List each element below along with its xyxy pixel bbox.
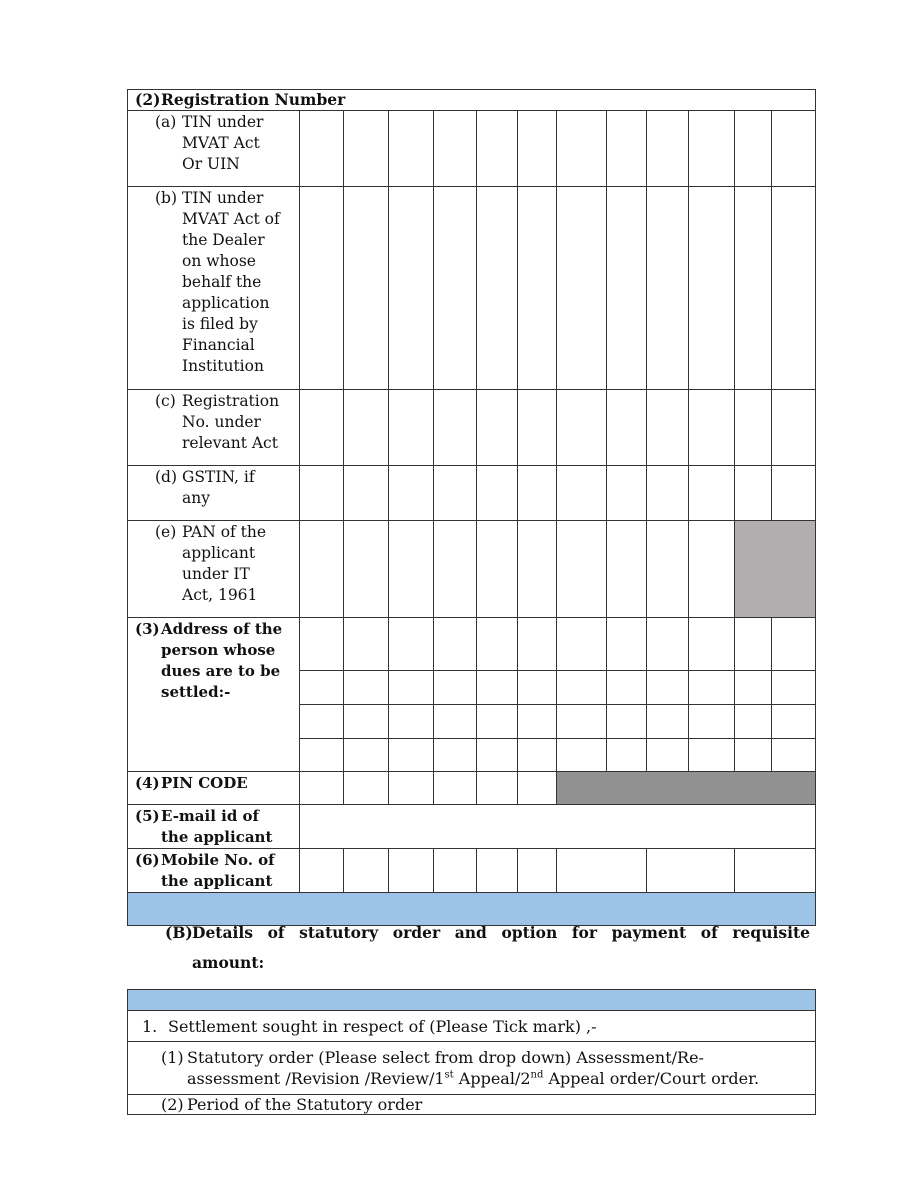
registration-no-char-box[interactable] (607, 390, 647, 466)
gstin-char-box[interactable] (300, 466, 344, 521)
address-char-box[interactable] (389, 671, 434, 705)
pan-char-box[interactable] (433, 521, 477, 618)
field-label-line: on whose (182, 252, 256, 270)
field-number: (a) (155, 113, 177, 131)
tin-mvat-uin-char-box[interactable] (477, 111, 518, 187)
field-label-line: applicant (182, 544, 256, 562)
field-label-line: No. under (182, 413, 261, 431)
tin-mvat-uin-char-box[interactable] (389, 111, 434, 187)
label-gstin (128, 466, 300, 521)
tin-mvat-uin-char-box[interactable] (300, 111, 344, 187)
address-char-box[interactable] (343, 671, 389, 705)
address-char-box[interactable] (646, 705, 689, 739)
field-label-line: under IT (182, 565, 250, 583)
field-label (135, 187, 295, 377)
pan-char-box[interactable] (557, 521, 607, 618)
field-label-line: Act, 1961 (182, 586, 258, 604)
label-mobile (128, 849, 300, 893)
address-char-box[interactable] (772, 618, 816, 671)
section-b-title-continuation: amount: (192, 953, 265, 972)
tin-dealer-char-box[interactable] (300, 187, 344, 390)
mobile-digit-box[interactable] (646, 849, 734, 893)
address-char-box[interactable] (689, 705, 735, 739)
field-label-line: the applicant (161, 872, 273, 890)
field-number: (d) (155, 468, 178, 486)
address-char-box[interactable] (517, 705, 557, 739)
tin-mvat-uin-char-box[interactable] (646, 111, 689, 187)
tin-dealer-char-box[interactable] (343, 187, 389, 390)
pin-code-digit-box[interactable] (343, 772, 389, 805)
gstin-char-box[interactable] (646, 466, 689, 521)
field-label-line: GSTIN, if (182, 468, 255, 486)
tin-dealer-char-box[interactable] (477, 187, 518, 390)
field-label-line: Mobile No. of (161, 851, 275, 869)
statutory-order-table (127, 989, 816, 1115)
pan-char-box[interactable] (646, 521, 689, 618)
gstin-char-box[interactable] (389, 466, 434, 521)
gstin-char-box[interactable] (772, 466, 816, 521)
address-char-box[interactable] (734, 618, 771, 671)
mobile-digit-box[interactable] (343, 849, 389, 893)
field-label-text (182, 112, 295, 175)
address-char-box[interactable] (433, 671, 477, 705)
tin-dealer-char-box[interactable] (607, 187, 647, 390)
address-char-box[interactable] (646, 618, 689, 671)
address-char-box[interactable] (477, 618, 518, 671)
tin-mvat-uin-char-box[interactable] (607, 111, 647, 187)
pan-char-box[interactable] (517, 521, 557, 618)
field-label-line: the Dealer (182, 231, 265, 249)
address-char-box[interactable] (433, 618, 477, 671)
period-of-order-cell[interactable] (128, 1095, 816, 1115)
gstin-char-box[interactable] (689, 466, 735, 521)
pan-char-box[interactable] (477, 521, 518, 618)
field-label (135, 466, 295, 509)
mobile-digit-box[interactable] (734, 849, 815, 893)
label-pan (128, 521, 300, 618)
field-label-line: any (182, 489, 210, 507)
field-label (135, 521, 295, 606)
pin-code-row (128, 772, 816, 805)
tin-mvat-uin-char-box[interactable] (689, 111, 735, 187)
field-label-text (161, 619, 295, 703)
field-number: (c) (155, 392, 176, 410)
address-char-box[interactable] (433, 705, 477, 739)
mobile-digit-box[interactable] (477, 849, 518, 893)
address-char-box[interactable] (734, 705, 771, 739)
registration-no-char-box[interactable] (517, 390, 557, 466)
address-char-box[interactable] (300, 705, 344, 739)
field-label-line: dues are to be (161, 662, 281, 680)
gstin-char-box[interactable] (607, 466, 647, 521)
registration-no-char-box[interactable] (557, 390, 607, 466)
field-number: (3) (135, 620, 160, 638)
pan-char-box[interactable] (689, 521, 735, 618)
address-char-box[interactable] (607, 705, 647, 739)
field-label-text (182, 188, 295, 377)
statutory-order-label (187, 1047, 759, 1089)
address-char-box[interactable] (646, 671, 689, 705)
field-label-line: Institution (182, 357, 264, 375)
gstin-char-box[interactable] (557, 466, 607, 521)
tin-dealer-char-box[interactable] (389, 187, 434, 390)
field-label-text: PIN CODE (161, 774, 248, 792)
address-row (128, 618, 816, 671)
registration-no-char-box[interactable] (734, 390, 771, 466)
section-b-number: (B) (165, 923, 193, 942)
address-char-box[interactable] (343, 739, 389, 772)
field-label-line: TIN under (182, 189, 264, 207)
address-char-box[interactable] (689, 618, 735, 671)
address-char-box[interactable] (300, 618, 344, 671)
registration-no-char-box[interactable] (772, 390, 816, 466)
statutory-order-line1: Statutory order (Please select from drop down) Assessment/Re- (187, 1048, 704, 1067)
address-char-box[interactable] (300, 671, 344, 705)
label-email (128, 805, 300, 849)
label-pin-code (128, 772, 300, 805)
mobile-row (128, 849, 816, 893)
registration-row-tin-dealer (128, 187, 816, 390)
address-char-box[interactable] (772, 705, 816, 739)
mobile-digit-box[interactable] (557, 849, 646, 893)
field-label (135, 618, 295, 703)
field-label-line: person whose (161, 641, 276, 659)
tin-dealer-char-box[interactable] (517, 187, 557, 390)
statutory-order-line2-b: Appeal/2 (453, 1069, 531, 1088)
pan-char-box[interactable] (389, 521, 434, 618)
field-label-text (161, 806, 295, 848)
address-char-box[interactable] (389, 705, 434, 739)
registration-no-char-box[interactable] (389, 390, 434, 466)
field-label (135, 772, 295, 794)
tin-dealer-char-box[interactable] (433, 187, 477, 390)
registration-no-char-box[interactable] (343, 390, 389, 466)
tin-dealer-char-box[interactable] (689, 187, 735, 390)
field-label-line: behalf the (182, 273, 262, 291)
gstin-char-box[interactable] (517, 466, 557, 521)
gstin-char-box[interactable] (343, 466, 389, 521)
field-label-line: Registration (182, 392, 280, 410)
item-number: 1. (142, 1017, 158, 1036)
address-char-box[interactable] (477, 671, 518, 705)
field-label-text (182, 467, 295, 509)
field-label-line: settled:- (161, 683, 231, 701)
registration-no-char-box[interactable] (689, 390, 735, 466)
field-number: (e) (155, 523, 177, 541)
label-registration-no (128, 390, 300, 466)
address-char-box[interactable] (557, 618, 607, 671)
label-address (128, 618, 300, 772)
field-label-line: MVAT Act (182, 134, 260, 152)
field-label-text (161, 850, 295, 892)
address-char-box[interactable] (433, 739, 477, 772)
section-b-title: Details of statutory order and option for payment of requisite (192, 923, 810, 942)
field-number: (5) (135, 807, 160, 825)
registration-row-pan (128, 521, 816, 618)
statutory-table-header-band (128, 990, 816, 1011)
gstin-char-box[interactable] (477, 466, 518, 521)
address-char-box[interactable] (343, 705, 389, 739)
address-char-box[interactable] (607, 618, 647, 671)
pin-code-digit-box[interactable] (433, 772, 477, 805)
field-label-line: relevant Act (182, 434, 278, 452)
field-number: (b) (155, 189, 178, 207)
pan-char-box[interactable] (343, 521, 389, 618)
field-label-line: PAN of the (182, 523, 267, 541)
field-label-line: is filed by (182, 315, 258, 333)
tin-mvat-uin-char-box[interactable] (343, 111, 389, 187)
registration-number-header (128, 90, 816, 111)
statutory-order-line2-a: assessment /Revision /Review/1 (187, 1069, 445, 1088)
section-b-heading (165, 918, 810, 978)
tin-mvat-uin-char-box[interactable] (734, 111, 771, 187)
address-char-box[interactable] (689, 671, 735, 705)
field-label-line: Address of the (161, 620, 283, 638)
ordinal-st: st (444, 1069, 454, 1081)
field-label (135, 390, 295, 454)
pin-code-shaded-area (557, 772, 816, 805)
pin-code-digit-box[interactable] (477, 772, 518, 805)
registration-no-char-box[interactable] (646, 390, 689, 466)
field-label-line: E-mail id of (161, 807, 260, 825)
address-char-box[interactable] (517, 739, 557, 772)
registration-row-tin-mvat-uin (128, 111, 816, 187)
period-of-order-label: Period of the Statutory order (187, 1095, 423, 1114)
tin-dealer-char-box[interactable] (734, 187, 771, 390)
registration-no-char-box[interactable] (300, 390, 344, 466)
tin-mvat-uin-char-box[interactable] (772, 111, 816, 187)
statutory-order-select-cell[interactable] (128, 1042, 816, 1095)
label-tin-dealer (128, 187, 300, 390)
address-char-box[interactable] (734, 739, 771, 772)
address-char-box[interactable] (557, 739, 607, 772)
section-title: Registration Number (161, 90, 346, 109)
address-char-box[interactable] (689, 739, 735, 772)
pin-code-digit-box[interactable] (389, 772, 434, 805)
tin-dealer-char-box[interactable] (646, 187, 689, 390)
address-char-box[interactable] (772, 739, 816, 772)
settlement-sought-cell[interactable] (128, 1011, 816, 1042)
email-row (128, 805, 816, 849)
field-label (135, 111, 295, 175)
field-label-line: TIN under (182, 113, 264, 131)
field-number: (6) (135, 851, 160, 869)
field-label-line: the applicant (161, 828, 273, 846)
pan-shaded-area (734, 521, 815, 618)
registration-number-header-row (128, 90, 816, 111)
address-char-box[interactable] (734, 671, 771, 705)
field-label-text (182, 391, 295, 454)
address-char-box[interactable] (557, 671, 607, 705)
field-label-line: Financial (182, 336, 255, 354)
email-field[interactable] (300, 805, 816, 849)
tin-mvat-uin-char-box[interactable] (433, 111, 477, 187)
item-number: (1) (161, 1048, 184, 1067)
pan-char-box[interactable] (300, 521, 344, 618)
address-char-box[interactable] (477, 739, 518, 772)
pan-char-box[interactable] (607, 521, 647, 618)
field-label (135, 849, 295, 892)
field-number: (4) (135, 774, 160, 792)
tin-mvat-uin-char-box[interactable] (517, 111, 557, 187)
field-label-line: MVAT Act of (182, 210, 280, 228)
label-tin-mvat-uin (128, 111, 300, 187)
registration-no-char-box[interactable] (433, 390, 477, 466)
address-char-box[interactable] (557, 705, 607, 739)
registration-no-char-box[interactable] (477, 390, 518, 466)
settlement-sought-label: Settlement sought in respect of (Please Tick mark) ,- (168, 1017, 597, 1036)
field-label-text (182, 522, 295, 606)
gstin-char-box[interactable] (734, 466, 771, 521)
address-char-box[interactable] (389, 739, 434, 772)
mobile-digit-box[interactable] (433, 849, 477, 893)
gstin-char-box[interactable] (433, 466, 477, 521)
pin-code-digit-box[interactable] (517, 772, 557, 805)
tin-dealer-char-box[interactable] (772, 187, 816, 390)
mobile-digit-box[interactable] (389, 849, 434, 893)
address-char-box[interactable] (343, 618, 389, 671)
field-label-line: application (182, 294, 270, 312)
ordinal-nd: nd (530, 1069, 544, 1081)
tin-dealer-char-box[interactable] (557, 187, 607, 390)
statutory-order-line2-c: Appeal order/Court order. (543, 1069, 760, 1088)
pin-code-digit-box[interactable] (300, 772, 344, 805)
mobile-digit-box[interactable] (517, 849, 557, 893)
field-label-line: Or UIN (182, 155, 240, 173)
registration-form-table (127, 89, 816, 926)
section-number: (2) (135, 90, 161, 109)
registration-row-gstin (128, 466, 816, 521)
address-char-box[interactable] (772, 671, 816, 705)
address-char-box[interactable] (607, 739, 647, 772)
address-char-box[interactable] (517, 671, 557, 705)
field-label (135, 805, 295, 848)
mobile-digit-box[interactable] (300, 849, 344, 893)
address-char-box[interactable] (300, 739, 344, 772)
address-char-box[interactable] (646, 739, 689, 772)
address-char-box[interactable] (389, 618, 434, 671)
address-char-box[interactable] (607, 671, 647, 705)
address-char-box[interactable] (477, 705, 518, 739)
tin-mvat-uin-char-box[interactable] (557, 111, 607, 187)
registration-row-registration-no (128, 390, 816, 466)
address-char-box[interactable] (517, 618, 557, 671)
item-number: (2) (161, 1095, 184, 1114)
